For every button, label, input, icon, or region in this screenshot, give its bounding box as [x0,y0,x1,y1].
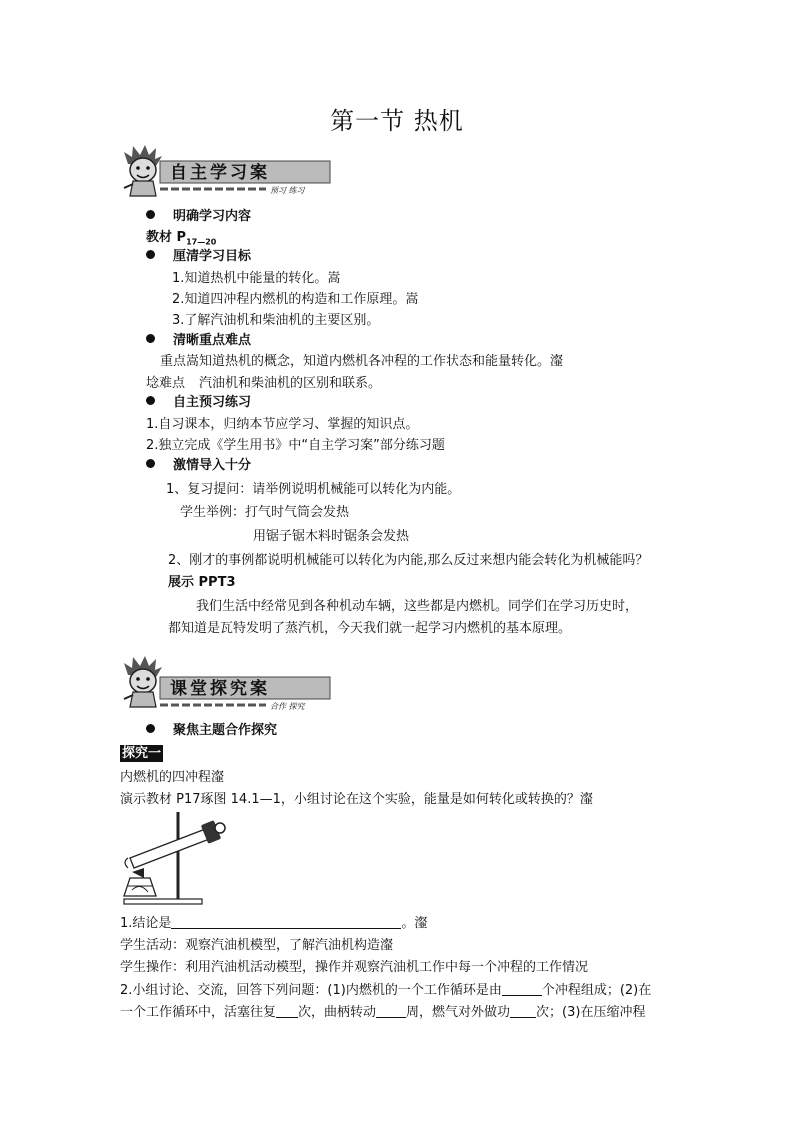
section-banner-classroom [118,655,333,711]
heading-explore: 聚焦主题合作探究 [146,719,277,738]
student-example-2: 用锯子锯木料时锯条会发热 [253,529,410,544]
banner-title: 课堂探究案 [170,679,270,699]
blank-strokes-count[interactable] [502,982,542,996]
cartoon-student-icon [118,144,333,200]
student-activity: 学生活动：观察汽油机模型，了解汽油机构造瀣 [120,938,394,953]
heading-content: 明确学习内容 [146,205,251,224]
conclusion-line: 1.结论是 。瀣 [120,916,428,931]
blank-work-times[interactable] [510,1004,536,1018]
section-banner-self-study [118,144,333,200]
heading-goals: 厘清学习目标 [146,245,251,264]
student-operation: 学生操作：利用汽油机活动模型，操作并观察汽油机工作中每一个冲程的工作情况 [120,960,589,975]
intro-paragraph-line2: 都知道是瓦特发明了蒸汽机，今天我们就一起学习内燃机的基本原理。 [168,621,572,636]
bullet-icon [146,210,155,219]
page-title: 第一节 热机 [330,107,464,135]
discussion-line2: 一个工作循环中，活塞往复 次，曲柄转动 周，燃气对外做功 次；(3)在压缩冲程 [120,1005,646,1020]
bullet-icon [146,459,155,468]
banner-subtitle: 预习 练习 [270,186,305,195]
preview-item: 1.自习课本，归纳本节应学习、掌握的知识点。 [146,417,419,432]
heading-preview: 自主预习练习 [146,391,251,410]
intro-paragraph-line1: 我们生活中经常见到各种机动车辆，这些都是内燃机。同学们在学习历史时， [196,599,639,614]
explore-demo: 演示教材 P17琢图 14.1—1，小组讨论在这个实验，能量是如何转化或转换的？瀣 [120,792,593,807]
bullet-icon [146,334,155,343]
goal-item: 2.知道四冲程内燃机的构造和工作原理。嵩 [172,292,419,307]
goal-item: 1.知道热机中能量的转化。嵩 [172,271,341,286]
discussion-line1: 2.小组讨论、交流，回答下列问题：(1)内燃机的一个工作循环是由 个冲程组成；(2)在 [120,983,652,998]
test-tube-experiment-figure [120,806,230,906]
textbook-pages: 教材 $P_{17—20}$ [146,230,217,247]
explore-topic: 内燃机的四冲程瀣 [120,770,225,785]
banner-title: 自主学习案 [170,163,270,183]
review-question: 1、复习提问：请举例说明机械能可以转化为内能。 [166,482,461,497]
ppt-reference: 展示 PPT3 [168,575,236,590]
explore-label: 探究一 [122,746,162,761]
blank-crank-turns[interactable] [376,1004,406,1018]
conclusion-blank[interactable] [171,915,401,929]
heading-intro: 激情导入十分 [146,454,251,473]
heading-key-points: 清晰重点难点 [146,329,251,348]
blank-piston-times[interactable] [276,1004,298,1018]
difficulty-line: 埝难点 汽油机和柴油机的区别和联系。 [146,376,382,391]
student-example: 学生举例：打气时气筒会发热 [180,505,350,520]
bullet-icon [146,724,155,733]
goal-item: 3.了解汽油机和柴油机的主要区别。 [172,313,380,328]
preview-item: 2.独立完成《学生用书》中“自主学习案”部分练习题 [146,438,445,453]
banner-subtitle: 合作 探究 [270,702,305,711]
cartoon-student-icon [118,655,333,711]
question-2: 2、刚才的事例都说明机械能可以转化为内能,那么反过来想内能会转化为机械能吗？ [168,553,649,568]
key-point-text: 重点嵩知道热机的概念，知道内燃机各冲程的工作状态和能量转化。瀣 [160,354,564,369]
bullet-icon [146,396,155,405]
bullet-icon [146,250,155,259]
